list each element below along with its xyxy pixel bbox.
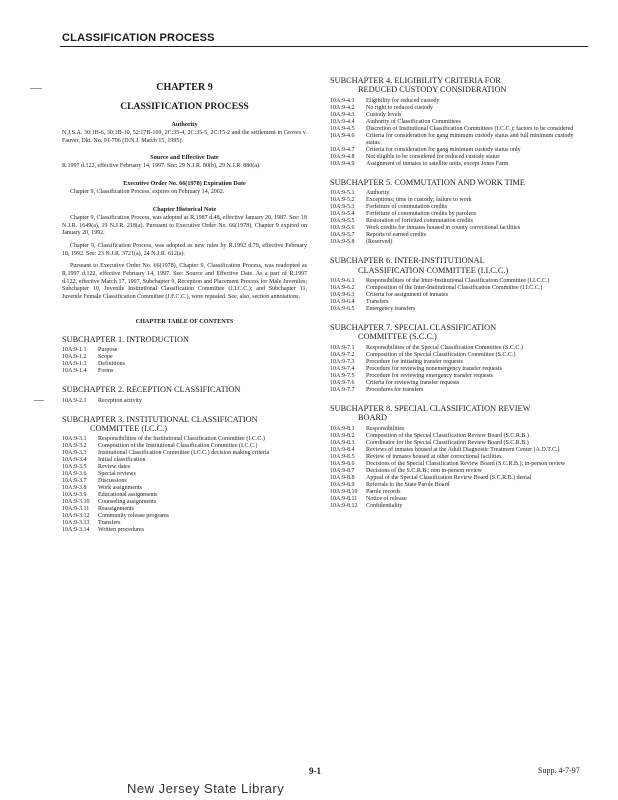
section-row [62,457,307,464]
chapter-number: CHAPTER 9 [156,82,213,93]
section-code: 10A:9-5.1 [330,190,355,197]
subchapter-title: SUBCHAPTER 8. SPECIAL CLASSIFICATION REVIEW [330,403,531,413]
section-row [330,98,588,105]
section-code: 10A:9-7.1 [330,344,355,351]
exec-order-text: Chapter 9, Classification Process, expires on February 14, 2002. [70,189,225,196]
section-title: Coordinator for the Special Classification Review Board (S.C.R.B.) [366,439,529,446]
authority-text: N.J.S.A. 30:1B-6, 30:1B-10, 52:17B-169, 2C:35-4, 2C:35-5, 2C:15-2 and the settlement in Groves v. Fauver, Dkt. No. 91-796 (D.N.J. March 15, 1995). [62,130,307,144]
section-title: Community release programs [98,513,169,520]
history-heading: Chapter Historical Note [152,205,217,213]
section-title: Parole records [366,488,401,495]
subchapter-title: SUBCHAPTER 4. ELIGIBILITY CRITERIA FOR [330,76,501,85]
subchapter-title: SUBCHAPTER 3. INSTITUTIONAL CLASSIFICATION [62,414,258,424]
section-list [330,190,588,246]
section-code: 10A:9-4.7 [330,146,355,153]
section-code: 10A:9-3.9 [62,492,87,499]
section-code: 10A:9-3.10 [62,499,90,506]
section-code: 10A:9-4.9 [330,160,355,167]
subchapter-heading [62,335,307,344]
section-title: Authority of Classification Committees [366,118,461,125]
section-row [62,499,307,506]
section-row [330,426,588,433]
history-paragraph: Chapter 9, Classification Process, was adopted as new rules by R.1992 d.79, effective February 18, 1992. See: 23 N.J.R. 3721(a), 24 N.J.R. 612(a). [62,242,307,257]
section-code: 10A:9-3.11 [62,506,90,513]
section-row [330,447,588,454]
section-row [330,126,588,133]
section-title: Forfeiture of commutation credits [366,204,448,211]
exec-order-heading: Executive Order No. 66(1978) Expiration Date [123,180,246,188]
section-row [62,492,307,499]
section-row [330,461,588,468]
section-code: 10A:9-5.4 [330,211,355,218]
library-stamp: New Jersey State Library [127,781,285,796]
section-title: Purpose [98,347,118,354]
section-code: 10A:9-3.1 [62,436,87,443]
right-subchapters [330,76,588,510]
section-title: Composition of the Special Classification Review Board (S.C.R.B.) [366,432,529,439]
section-code: 10A:9-5.5 [330,218,355,225]
margin-mark [30,88,42,89]
section-row [330,119,588,126]
subchapter-title: SUBCHAPTER 6. INTER-INSTITUTIONAL [330,256,485,266]
subchapter-heading [62,385,307,394]
subchapter-title: SUBCHAPTER 7. SPECIAL CLASSIFICATION [330,323,497,333]
subchapter-heading [330,404,588,423]
section-title: Initial classification [98,457,146,464]
section-title: Procedures for transfers [366,386,424,393]
section-row [330,306,588,313]
section-title: Notice of release [366,495,407,502]
section-code: 10A:9-4.3 [330,111,355,118]
subchapter-heading [330,76,588,95]
section-code: 10A:9-5.8 [330,239,355,246]
history-paragraph: Pursuant to Executive Order No. 66(1978), Chapter 9, Classification Process, was readopted as R.1997 d.122, effective February 14, 1997. See: Source and Effective Date. As a part of R.1997 d.122, effective March 17, 1997, Subchapter 9, Reception and Placement Process for Male Juveniles; Subchapter 10, Juvenile Institutional Classification Committee (J.I.C.C.); and Subchapter 11, Juvenile Female Classification Committee (J.F.C.C.), were repealed. See, also, section annotations. [62,263,307,301]
section-title: Transfers [98,520,121,527]
subchapter-heading [62,415,307,434]
section-code: 10A:9-1.1 [62,347,87,354]
section-title: Composition of the Institutional Classification Committee (I.C.C.) [98,443,258,450]
section-code: 10A:9-3.5 [62,464,87,471]
header-rule [60,46,588,47]
subchapter-title-cont: COMMITTEE (S.C.C.) [358,332,437,342]
section-row [330,285,588,292]
section-title: No right to reduced custody [366,104,433,111]
section-title: Criteria for assignment of inmates [366,292,448,299]
subchapter-title-cont: BOARD [358,413,388,423]
section-list [62,347,307,375]
section-row [330,373,588,380]
subchapter-heading [330,323,588,342]
section-title: Reviews of inmates housed at the Adult Diagnostic Treatment Center (A.D.T.C.) [366,446,560,453]
section-row [330,352,588,359]
section-title: Custody levels [366,111,402,118]
section-code: 10A:9-7.6 [330,379,355,386]
section-row [62,464,307,471]
section-code: 10A:9-7.2 [330,351,355,358]
section-title: Responsibilities of the Inter-Institutional Classification Committee (I.I.C.C.) [366,278,550,285]
section-title: Composition of the Inter-Institutional Classification Committee (I.I.C.C.) [366,285,543,292]
section-row [62,485,307,492]
section-title: Written procedures [98,527,144,534]
section-row [62,527,307,534]
section-row [330,366,588,373]
section-row [330,489,588,496]
section-row [330,387,588,394]
left-subchapters [62,335,307,535]
section-title: Responsibilities [366,425,405,432]
section-title: Criteria for consideration for gang minimum custody status and full minimum custody status [366,132,574,146]
section-title: Procedure for initiating transfer requests [366,358,463,365]
subchapter-title-cont: COMMITTEE (I.C.C.) [90,424,167,434]
section-code: 10A:9-7.3 [330,358,355,365]
section-title: Forfeiture of commutation credits by parolees [366,211,477,218]
section-title: Educational assignments [98,492,158,499]
section-row [330,482,588,489]
subchapter-heading [330,256,588,275]
section-code: 10A:9-3.7 [62,478,87,485]
section-title: Institutional Classification Committee (I.C.C.) decision making criteria [98,450,270,457]
section-title: Forms [98,368,114,375]
section-title: Discretion of Institutional Classification Committees (I.C.C.); factors to be considered [366,125,574,132]
source-text: R.1997 d.122, effective February 14, 1997. See: 29 N.J.R. 80(b), 29 N.J.R. 880(a). [62,163,261,170]
section-code: 10A:9-4.6 [330,132,355,139]
section-list [330,426,588,510]
section-title: Procedure for reviewing nonemergency transfer requests [366,365,503,372]
section-code: 10A:9-8.10 [330,488,358,495]
section-code: 10A:9-8.9 [330,481,355,488]
section-title: Work credits for inmates housed in county correctional facilities [366,225,521,232]
section-code: 10A:9-8.7 [330,467,355,474]
section-list [330,98,588,168]
section-title: Appeal of the Special Classification Review Board (S.C.R.B.) denial [366,474,532,481]
section-row [330,154,588,161]
section-row [330,161,588,168]
section-row [330,112,588,119]
section-row [330,380,588,387]
section-code: 10A:9-7.7 [330,386,355,393]
section-title: Composition of the Special Classification Committee (S.C.C.) [366,351,516,358]
section-title: Review dates [98,464,131,471]
section-row [62,478,307,485]
history-paragraph: Chapter 9, Classification Process, was adopted as R.1987 d.48, effective January 20, 1987. See: 18 N.J.R. 1649(a), 19 N.J.R. 218(a). Pursuant to Executive Order No. 66(1978), Chapter 9 expired on January 20, 1992. [62,214,308,237]
section-title: Authority [366,190,390,197]
section-row [330,475,588,482]
section-row [330,503,588,510]
section-code: 10A:9-8.8 [330,474,355,481]
section-code: 10A:9-3.3 [62,450,87,457]
section-title: Definitions [98,361,125,368]
subchapter-title: SUBCHAPTER 5. COMMUTATION AND WORK TIME [330,177,525,187]
section-row [62,471,307,478]
section-code: 10A:9-5.7 [330,232,355,239]
section-code: 10A:9-2.1 [62,397,87,404]
section-code: 10A:9-5.3 [330,204,355,211]
section-title: Work assignments [98,485,143,492]
section-code: 10A:9-5.2 [330,197,355,204]
section-code: 10A:9-4.8 [330,153,355,160]
section-row [330,299,588,306]
section-title: Eligibility for reduced custody [366,97,440,104]
section-row [62,398,307,405]
section-code: 10A:9-6.2 [330,285,355,292]
section-title: Reassignments [98,506,134,513]
section-row [62,347,307,354]
section-code: 10A:9-1.4 [62,368,87,375]
section-title: Review of inmates housed at other correctional facilities [366,453,502,460]
section-title: Transfers [366,299,389,306]
section-row [330,440,588,447]
section-code: 10A:9-8.3 [330,439,355,446]
section-code: 10A:9-8.4 [330,446,355,453]
section-row [330,239,588,246]
section-title: Not eligible to be considered for reduced custody status [366,153,500,160]
section-row [62,506,307,513]
subchapter-title: SUBCHAPTER 2. RECEPTION CLASSIFICATION [62,385,241,395]
section-title: Responsibilities of the Institutional Classification Committee (I.C.C.) [98,436,265,443]
toc-heading: CHAPTER TABLE OF CONTENTS [135,317,234,325]
section-title: Responsibilities of the Special Classification Committee (S.C.C.) [366,344,523,351]
section-title: (Reserved) [366,239,393,246]
section-code: 10A:9-3.12 [62,513,90,520]
section-row [330,496,588,503]
section-row [330,468,588,475]
section-title: Reception activity [98,397,142,404]
section-title: Confidentiality [366,502,403,509]
section-code: 10A:9-6.1 [330,278,355,285]
section-title: Scope [98,354,113,361]
section-title: Procedure for reviewing emergency transfer requests [366,372,494,379]
section-row [62,520,307,527]
section-row [330,433,588,440]
section-row [330,292,588,299]
section-title: Assignment of inmates to satellite units, except Jones Farm [366,160,509,167]
subchapter-title-cont: CLASSIFICATION COMMITTEE (I.I.C.C.) [358,265,509,275]
source-heading: Source and Effective Date [150,154,219,162]
section-title: Criteria for reviewing transfer requests [366,379,460,386]
section-code: 10A:9-1.2 [62,354,87,361]
margin-mark [34,400,44,401]
section-code: 10A:9-8.6 [330,460,355,467]
section-title: Discussions [98,478,127,485]
section-row [330,105,588,112]
section-title: Referrals to the State Parole Board [366,481,450,488]
section-code: 10A:9-8.2 [330,432,355,439]
section-title: Criteria for consideration for gang minimum custody status only [366,146,521,153]
section-row [62,361,307,368]
running-head: CLASSIFICATION PROCESS [62,32,215,44]
right-column [330,76,588,510]
section-title: Decisions of the Special Classification Review Board (S.C.R.B.); in-person review [366,460,566,467]
section-row [62,368,307,375]
section-title: Decisions of the S.C.R.B.; non in-person review [366,467,482,474]
section-code: 10A:9-6.3 [330,292,355,299]
page-number: 9-1 [309,766,321,776]
section-row [330,454,588,461]
section-code: 10A:9-3.4 [62,457,87,464]
section-title: Reports of earned credits [366,232,427,239]
section-list [62,436,307,534]
section-code: 10A:9-7.5 [330,372,355,379]
section-code: 10A:9-5.6 [330,225,355,232]
section-code: 10A:9-4.5 [330,125,355,132]
chapter-title: CLASSIFICATION PROCESS [120,101,249,112]
subchapter-title-cont: REDUCED CUSTODY CONSIDERATION [358,85,507,95]
supplement-date: Supp. 4-7-97 [538,766,580,775]
section-code: 10A:9-4.2 [330,104,355,111]
section-code: 10A:9-6.4 [330,299,355,306]
section-code: 10A:9-3.2 [62,443,87,450]
section-list [330,278,588,313]
left-column [62,78,307,534]
section-row [330,133,588,147]
section-code: 10A:9-1.3 [62,361,87,368]
section-list [62,398,307,405]
section-row [330,278,588,285]
section-code: 10A:9-3.8 [62,485,87,492]
section-code: 10A:9-3.13 [62,520,90,527]
section-code: 10A:9-6.5 [330,306,355,313]
section-code: 10A:9-4.4 [330,118,355,125]
section-title: Counseling assignments [98,499,157,506]
section-code: 10A:9-3.6 [62,471,87,478]
subchapter-heading [330,178,588,187]
section-code: 10A:9-8.11 [330,495,358,502]
subchapter-title: SUBCHAPTER 1. INTRODUCTION [62,334,189,344]
section-row [330,147,588,154]
section-list [330,345,588,394]
section-title: Exceptions; time in custody; failure to work [366,197,472,204]
section-code: 10A:9-7.4 [330,365,355,372]
section-code: 10A:9-4.1 [330,97,355,104]
section-code: 10A:9-8.1 [330,425,355,432]
section-title: Special reviews [98,471,136,478]
section-row [330,359,588,366]
section-code: 10A:9-8.5 [330,453,355,460]
section-title: Emergency transfers [366,306,416,313]
authority-heading: Authority [171,121,198,128]
section-code: 10A:9-3.14 [62,527,90,534]
section-title: Restoration of forfeited commutation credits [366,218,473,225]
section-row [330,345,588,352]
section-code: 10A:9-8.12 [330,502,358,509]
